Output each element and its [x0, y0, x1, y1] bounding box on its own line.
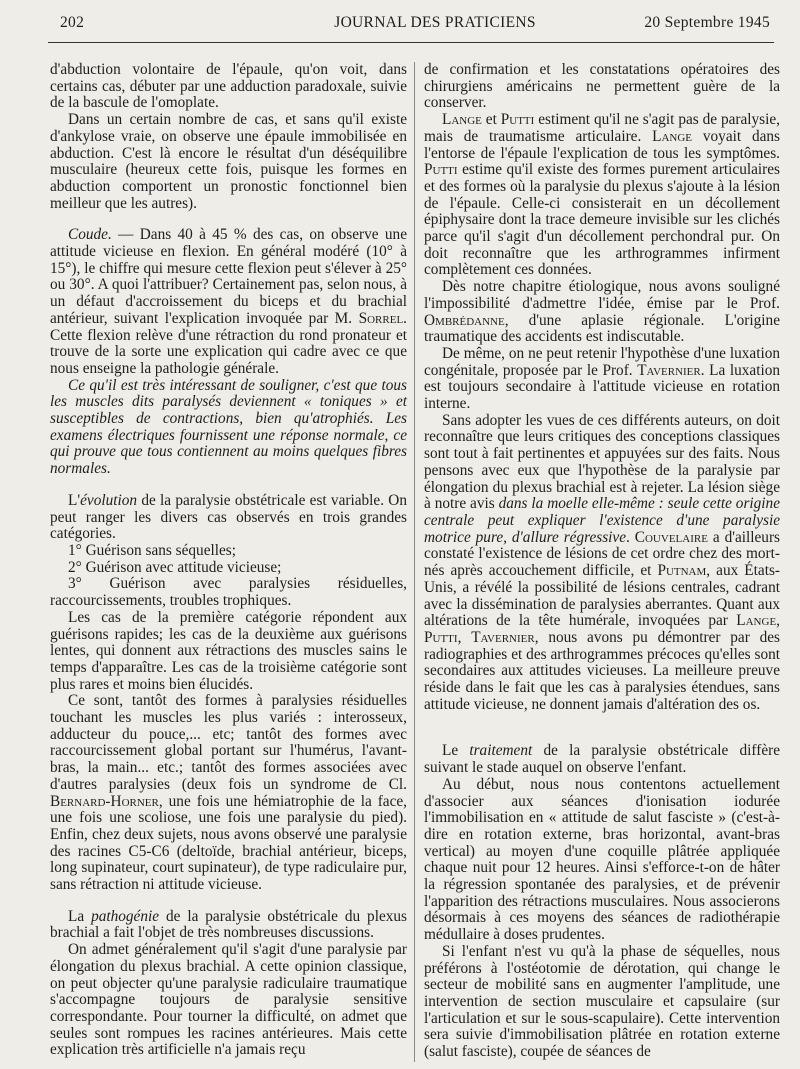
paragraph: Ce sont, tantôt des formes à paralysies résiduelles touchant les muscles les plus variés : interosseux, adducteur du pouce,... etc; tantôt des formes avec raccourcissement global portant sur l'humérus, l'avant-bras, la main... etc.; tantôt des formes associées avec d'autres paralysies (deux fois un syndrome de Cl. Bernard-Horner, une fois une hémiatrophie de la face, une fois une scoliose, une fois une paralysie du pied). Enfin, chez deux sujets, nous avons observé une paralysie des racines C5-C6 (deltoïde, brachial antérieur, biceps, long supinateur, court supinateur), de type radiculaire pur, sans rétraction ni attitude vicieuse. [50, 692, 407, 894]
paragraph: On admet généralement qu'il s'agit d'une paralysie par élongation du plexus brachial. A cette opinion classique, on peut objecter qu'une paralysie radiculaire traumatique s'accompagne toujours de paralysie sensitive correspondante. Pour tourner la difficulté, on admet que seules sont rompues les racines antérieures. Mais cette explication très artificielle n'a jamais reçu [50, 941, 407, 1059]
journal-title: JOURNAL DES PRATICIENS [334, 14, 536, 31]
paragraph-pathogenie: La pathogénie de la paralysie obstétricale du plexus brachial a fait l'objet de très nombreuses discussions. [50, 907, 407, 942]
right-column [424, 62, 780, 1061]
paragraph: Si l'enfant n'est vu qu'à la phase de séquelles, nous préférons à l'ostéotomie de dérotation, qui change le secteur de mobilité sans en augmenter l'amplitude, une intervention de section musculaire et capsulaire (sur l'articulation et sur le sous-scapulaire). Cette intervention sera suivie d'immobilisation plâtrée en rotation externe (salut fasciste), coupée de séances de [424, 942, 780, 1061]
author-name: Lange [442, 111, 482, 129]
list-item: 2° Guérison avec attitude vicieuse; [68, 558, 282, 576]
paragraph-italic: Ce qu'il est très intéressant de souligner, c'est que tous les muscles dits paralysés deviennent « toniques » et susceptibles de contractions, bien qu'atrophiés. Les examens électriques fournissent une réponse normale, ce qui prouve que tous contiennent au moins quelques fibres normales. [50, 376, 407, 478]
author-name: Tavernier [471, 628, 535, 646]
emphasis: dans la moelle elle-même : seule cette origine centrale peut expliquer l'existence d'une paralysie motrice pure, d'allure régressive [424, 495, 780, 546]
section-term: pathogénie [91, 907, 160, 925]
author-name: Putnam [657, 562, 707, 580]
author-name: Putti [424, 161, 458, 179]
author-name: Putti [424, 628, 458, 646]
paragraph: Lange et Putti estiment qu'il ne s'agit pas de paralysie, mais de traumatisme articulaire. Lange voyait dans l'entorse de l'épaule l'explication de tous les symptômes. Putti estime qu'il existe des formes purement articulaires et des formes où la paralysie du plexus s'ajoute à la lésion de l'épaule. Celle-ci consisterait en un décollement épiphysaire dont la trace demeure invisible sur les clichés parce qu'il s'agit d'un décollement perchondral pur. On doit reconnaître que les arthrogrammes infirment complètement ces données. [424, 111, 780, 279]
list-item: 1° Guérison sans séquelles; [68, 541, 236, 559]
left-column [50, 62, 407, 1059]
author-name: Sorrel [358, 309, 404, 327]
author-name: Bernard-Horner [50, 792, 159, 810]
author-name: Couvelaire [634, 528, 708, 546]
author-name: Lange [736, 612, 777, 630]
section-term: traitement [469, 742, 533, 760]
author-name: Lange [652, 127, 693, 145]
section-term: évolution [80, 491, 138, 509]
paragraph-traitement: Le traitement de la paralysie obstétricale diffère suivant le stade auquel on observe l'enfant. [424, 742, 780, 777]
paragraph: de confirmation et les constatations opératoires des chirurgiens américains ne permettent guère de la conserver. [424, 61, 780, 112]
paragraph: De même, on ne peut retenir l'hypothèse d'une luxation congénitale, proposée par le Prof. Tavernier. La luxation est toujours secondaire à l'attitude vicieuse en rotation interne. [424, 344, 781, 413]
author-name: Tavernier [637, 361, 701, 379]
page-header [60, 14, 770, 40]
paragraph: d'abduction volontaire de l'épaule, qu'on voit, dans certains cas, débuter par une adduction paradoxale, suivie de la bascule de l'omoplate. [50, 61, 407, 112]
author-name: Ombrédanne [424, 311, 505, 329]
paragraph: Au début, nous nous contentons actuellement d'associer aux séances d'ionisation iodurée l'immobilisation en « attitude de salut fasciste » (c'est-à-dire en rotation externe, bras horizontal, avant-bras vertical) au moyen d'une coquille plâtrée appliquée chaque nuit pour 12 heures. Ainsi s'efforce-t-on de hâter la régression spontanée des paralysies, et de prévenir l'apparition des rétractions musculaires. Nous associerons désormais à ces moyens des séances de radiothérapie médullaire à doses prudentes. [424, 775, 780, 944]
issue-date: 20 Septembre 1945 [644, 14, 770, 31]
paragraph: Sans adopter les vues de ces différents auteurs, on doit reconnaître que leurs critiques des conceptions classiques sont tout à fait pertinentes et appuyées sur des faits. Nous pensons avec eux que l'hypothèse de la paralysie par élongation du plexus brachial est à rejeter. La lésion siège à notre avis dans la moelle elle-même : seule cette origine centrale peut expliquer l'existence d'une paralysie motrice pure, d'allure régressive. Couvelaire a d'ailleurs constaté l'existence de lésions de cet ordre chez des mort-nés après accouchement difficile, et Putnam, aux États-Unis, a révélé la possibilité de lésions centrales, cadrant avec la dissémination de paralysies aberrantes. Quant aux altérations de la tête humérale, invoquées par Lange, Putti, Tavernier, nous avons pu démontrer par des radiographies et des arthrogrammes précoces qu'elles sont secondaires aux attitudes vicieuses. La meilleure preuve réside dans le fait que les cas à paralysies étendues, sans attitude vicieuse, ne donnent jamais d'altération des os. [424, 411, 781, 713]
author-name: Putti [500, 111, 535, 129]
paragraph: Les cas de la première catégorie répondent aux guérisons rapides; les cas de la deuxième aux guérisons lentes, qui donnent aux rétractions des muscles sains le temps d'apparaître. Les cas de la troisième catégorie sont plus rares et moins bien élucidés. [50, 608, 407, 693]
paragraph-coude: Coude. — Dans 40 à 45 % des cas, on observe une attitude vicieuse en flexion. En général modéré (10° à 15°), le chiffre qui mesure cette flexion peut s'élever à 25° ou 30°. A quoi l'attribuer? Certainement pas, selon nous, à un défaut d'accroissement du biceps et du brachial antérieur, suivant l'explication invoquée par M. Sorrel. Cette flexion relève d'une rétraction du rond pronateur et trouve de la sorte une explication qui cadre avec ce que nous enseigne la pathologie générale. [50, 226, 407, 377]
list-item: 3° Guérison avec paralysies résiduelles, raccourcissements, troubles trophiques. [50, 575, 407, 610]
paragraph: Dans un certain nombre de cas, et sans qu'il existe d'ankylose vraie, on observe une épaule immobilisée en abduction. C'est là encore le résultat d'un déséquilibre musculaire (heureux cette fois, puisque les formes en abduction comportent un pronostic fonctionnel bien meilleur que les autres). [50, 111, 407, 212]
paragraph: Dès notre chapitre étiologique, nous avons souligné l'impossibilité d'admettre l'idée, émise par le Prof. Ombrédanne, d'une aplasie régionale. L'origine traumatique des accidents est indiscutable. [424, 278, 780, 346]
header-rule [48, 42, 774, 43]
column-divider [414, 62, 415, 1062]
section-lead: Coude. [68, 226, 112, 244]
paragraph-evolution: L'évolution de la paralysie obstétricale est variable. On peut ranger les divers cas observés en trois grandes catégories. [50, 491, 407, 543]
page-number: 202 [60, 14, 85, 31]
